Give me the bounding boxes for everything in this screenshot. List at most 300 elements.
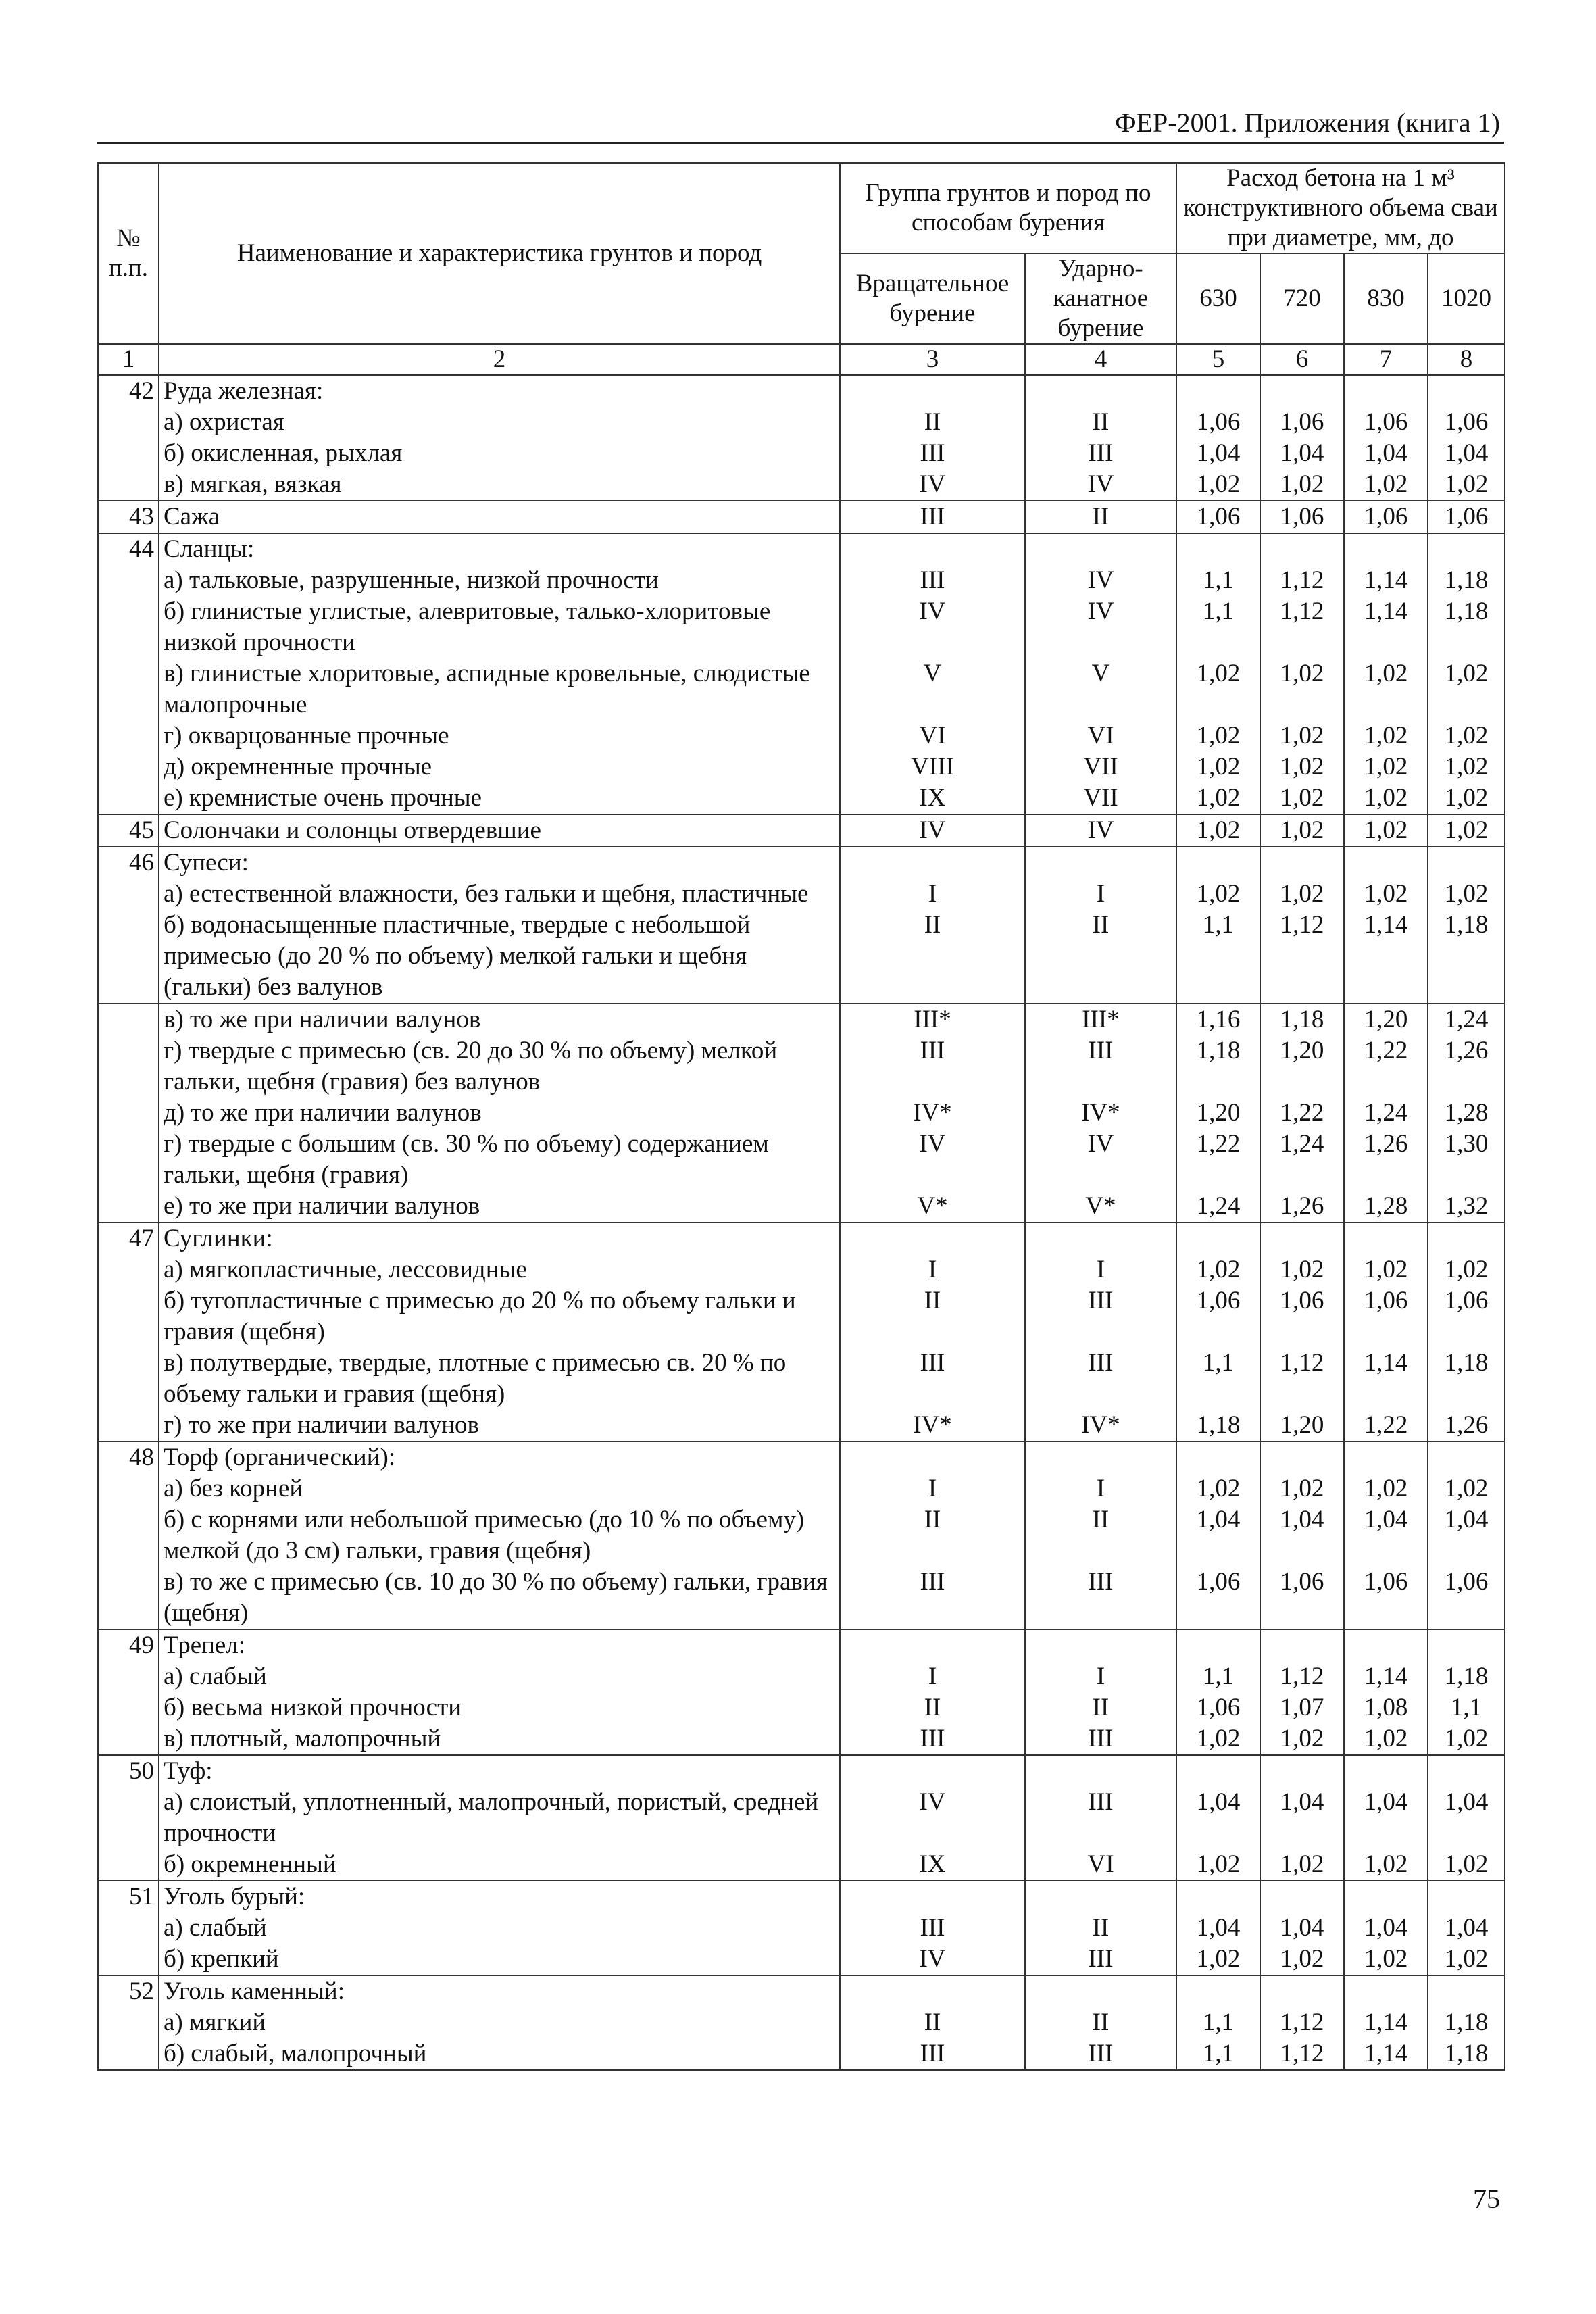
row-group-percussion: I: [1025, 1254, 1176, 1285]
row-value-1020: 1,18: [1428, 2038, 1505, 2070]
row-value-830: 1,14: [1344, 565, 1428, 596]
row-value-630: 1,04: [1176, 1504, 1260, 1567]
row-number: 47: [98, 1223, 159, 1254]
table-row: [98, 752, 1505, 783]
row-group-percussion: III: [1025, 2038, 1176, 2070]
row-value-1020: [1428, 1629, 1505, 1661]
row-value-1020: 1,32: [1428, 1191, 1505, 1223]
table-row: [98, 1975, 1505, 2007]
row-name: г) окварцованные прочные: [159, 720, 840, 752]
table-row: [98, 375, 1505, 407]
row-name: а) мягкий: [159, 2007, 840, 2038]
row-value-830: 1,04: [1344, 1787, 1428, 1849]
col-header-consumption: Расход бетона на 1 м³ конструктивного объема сваи при диаметре, мм, до: [1176, 163, 1505, 253]
row-group-rotary: III: [840, 438, 1025, 469]
row-group-rotary: [840, 1442, 1025, 1473]
row-value-720: 1,20: [1260, 1035, 1344, 1098]
row-value-630: 1,02: [1176, 469, 1260, 501]
row-value-1020: 1,02: [1428, 720, 1505, 752]
row-group-percussion: III: [1025, 1723, 1176, 1755]
row-value-630: 1,06: [1176, 1285, 1260, 1348]
row-value-1020: 1,26: [1428, 1410, 1505, 1442]
row-group-percussion: [1025, 1442, 1176, 1473]
row-value-1020: [1428, 375, 1505, 407]
row-name: в) то же с примесью (св. 10 до 30 % по объему) гальки, гравия (щебня): [159, 1567, 840, 1629]
row-value-1020: 1,04: [1428, 438, 1505, 469]
row-group-rotary: I: [840, 1254, 1025, 1285]
row-value-720: 1,02: [1260, 783, 1344, 814]
row-value-630: 1,06: [1176, 1567, 1260, 1629]
row-group-percussion: III: [1025, 1944, 1176, 1975]
row-name: в) мягкая, вязкая: [159, 469, 840, 501]
row-group-rotary: [840, 375, 1025, 407]
row-value-1020: 1,1: [1428, 1692, 1505, 1723]
row-group-rotary: III: [840, 501, 1025, 533]
row-number: [98, 1913, 159, 1944]
row-group-rotary: V: [840, 658, 1025, 720]
row-value-1020: 1,02: [1428, 1944, 1505, 1975]
row-value-830: [1344, 1881, 1428, 1913]
row-group-rotary: VI: [840, 720, 1025, 752]
row-value-720: 1,02: [1260, 720, 1344, 752]
table-row: [98, 501, 1505, 533]
row-group-percussion: III*: [1025, 1004, 1176, 1035]
row-number: [98, 879, 159, 910]
row-value-720: 1,02: [1260, 1723, 1344, 1755]
row-value-830: 1,04: [1344, 1913, 1428, 1944]
row-group-percussion: V*: [1025, 1191, 1176, 1223]
row-value-1020: 1,30: [1428, 1129, 1505, 1191]
row-value-1020: 1,18: [1428, 1661, 1505, 1692]
table-row: [98, 1098, 1505, 1129]
row-value-630: 1,02: [1176, 720, 1260, 752]
table-row: [98, 720, 1505, 752]
row-group-percussion: VI: [1025, 1849, 1176, 1881]
row-group-percussion: [1025, 1881, 1176, 1913]
row-value-1020: 1,28: [1428, 1098, 1505, 1129]
table-row: [98, 1944, 1505, 1975]
column-number: 6: [1260, 344, 1344, 375]
row-name: Торф (органический):: [159, 1442, 840, 1473]
row-group-percussion: II: [1025, 501, 1176, 533]
row-value-630: 1,16: [1176, 1004, 1260, 1035]
row-value-720: [1260, 375, 1344, 407]
row-name: в) полутвердые, твердые, плотные с примесью св. 20 % по объему гальки и гравия (щебня): [159, 1348, 840, 1410]
row-name: е) кремнистые очень прочные: [159, 783, 840, 814]
row-group-rotary: II: [840, 2007, 1025, 2038]
row-value-830: 1,06: [1344, 1567, 1428, 1629]
row-value-630: 1,1: [1176, 2007, 1260, 2038]
row-value-720: [1260, 847, 1344, 879]
row-group-percussion: [1025, 1975, 1176, 2007]
row-group-percussion: III: [1025, 438, 1176, 469]
row-group-rotary: IV*: [840, 1098, 1025, 1129]
row-group-percussion: IV: [1025, 814, 1176, 847]
row-name: Трепел:: [159, 1629, 840, 1661]
row-value-1020: 1,04: [1428, 1913, 1505, 1944]
row-value-830: 1,02: [1344, 1849, 1428, 1881]
table-row: [98, 469, 1505, 501]
row-number: [98, 565, 159, 596]
row-value-830: 1,02: [1344, 1473, 1428, 1504]
row-number: 49: [98, 1629, 159, 1661]
row-value-720: 1,02: [1260, 752, 1344, 783]
table-row: [98, 565, 1505, 596]
row-number: [98, 910, 159, 1004]
row-number: 42: [98, 375, 159, 407]
row-group-rotary: IV*: [840, 1410, 1025, 1442]
row-value-830: [1344, 1223, 1428, 1254]
row-value-720: 1,18: [1260, 1004, 1344, 1035]
row-value-830: 1,22: [1344, 1410, 1428, 1442]
row-number: 48: [98, 1442, 159, 1473]
row-value-1020: 1,06: [1428, 1567, 1505, 1629]
row-number: [98, 1004, 159, 1035]
page-number: 75: [1473, 2184, 1500, 2214]
row-group-percussion: IV*: [1025, 1410, 1176, 1442]
row-name: в) плотный, малопрочный: [159, 1723, 840, 1755]
row-name: б) слабый, малопрочный: [159, 2038, 840, 2070]
row-group-percussion: II: [1025, 910, 1176, 1004]
row-group-rotary: II: [840, 1692, 1025, 1723]
row-value-630: 1,02: [1176, 1473, 1260, 1504]
row-value-830: 1,06: [1344, 407, 1428, 438]
row-value-1020: [1428, 1755, 1505, 1787]
row-value-720: 1,02: [1260, 814, 1344, 847]
col-header-percussion: Ударно-канатное бурение: [1025, 253, 1176, 344]
row-value-1020: 1,24: [1428, 1004, 1505, 1035]
row-value-720: 1,06: [1260, 1285, 1344, 1348]
row-group-percussion: V: [1025, 658, 1176, 720]
row-group-percussion: [1025, 375, 1176, 407]
row-number: 46: [98, 847, 159, 879]
table-row: [98, 910, 1505, 1004]
row-group-rotary: III: [840, 1567, 1025, 1629]
row-group-percussion: II: [1025, 1504, 1176, 1567]
row-name: б) глинистые углистые, алевритовые, талько-хлоритовые низкой прочности: [159, 596, 840, 658]
row-number: [98, 752, 159, 783]
row-value-630: 1,02: [1176, 752, 1260, 783]
row-group-percussion: IV*: [1025, 1098, 1176, 1129]
col-header-rotary: Вращательное бурение: [840, 253, 1025, 344]
row-value-630: 1,1: [1176, 596, 1260, 658]
row-value-720: 1,06: [1260, 407, 1344, 438]
table-row: [98, 1787, 1505, 1849]
table-row: [98, 1348, 1505, 1410]
row-group-rotary: IV: [840, 596, 1025, 658]
row-value-830: 1,02: [1344, 1723, 1428, 1755]
row-group-rotary: IV: [840, 469, 1025, 501]
row-group-percussion: III: [1025, 1285, 1176, 1348]
row-group-rotary: I: [840, 1661, 1025, 1692]
row-group-rotary: IV: [840, 1787, 1025, 1849]
row-group-rotary: [840, 847, 1025, 879]
row-value-830: [1344, 847, 1428, 879]
col-header-no: № п.п.: [98, 163, 159, 344]
table-row: [98, 533, 1505, 565]
row-value-830: 1,26: [1344, 1129, 1428, 1191]
table-row: [98, 1723, 1505, 1755]
page-header-title: ФЕР-2001. Приложения (книга 1): [1115, 107, 1500, 138]
row-name: а) мягкопластичные, лессовидные: [159, 1254, 840, 1285]
row-value-830: 1,08: [1344, 1692, 1428, 1723]
column-number: 2: [159, 344, 840, 375]
row-group-percussion: IV: [1025, 596, 1176, 658]
row-value-830: 1,04: [1344, 1504, 1428, 1567]
row-value-720: 1,02: [1260, 1944, 1344, 1975]
row-name: Уголь бурый:: [159, 1881, 840, 1913]
row-number: [98, 720, 159, 752]
row-group-percussion: [1025, 847, 1176, 879]
row-value-630: 1,04: [1176, 1787, 1260, 1849]
table-row: [98, 1004, 1505, 1035]
row-value-1020: 1,18: [1428, 910, 1505, 1004]
col-header-d1020: 1020: [1428, 253, 1505, 344]
row-value-720: 1,06: [1260, 501, 1344, 533]
row-value-1020: 1,18: [1428, 596, 1505, 658]
row-name: б) водонасыщенные пластичные, твердые с небольшой примесью (до 20 % по объему) мелкой гальки и щебня (гальки) без валунов: [159, 910, 840, 1004]
row-value-1020: 1,18: [1428, 2007, 1505, 2038]
table-row: [98, 658, 1505, 720]
row-name: в) глинистые хлоритовые, аспидные кровельные, слюдистые малопрочные: [159, 658, 840, 720]
table-row: [98, 1285, 1505, 1348]
row-value-830: 1,28: [1344, 1191, 1428, 1223]
row-group-rotary: IV: [840, 814, 1025, 847]
row-group-rotary: III: [840, 1913, 1025, 1944]
table-row: [98, 1442, 1505, 1473]
table-row: [98, 438, 1505, 469]
row-value-630: [1176, 1881, 1260, 1913]
row-value-630: [1176, 847, 1260, 879]
row-name: б) тугопластичные с примесью до 20 % по объему гальки и гравия (щебня): [159, 1285, 840, 1348]
row-number: 43: [98, 501, 159, 533]
row-group-percussion: IV: [1025, 565, 1176, 596]
row-value-720: 1,04: [1260, 1504, 1344, 1567]
row-group-percussion: II: [1025, 1913, 1176, 1944]
row-value-630: 1,1: [1176, 1661, 1260, 1692]
row-number: [98, 1723, 159, 1755]
table-row: [98, 1849, 1505, 1881]
row-value-830: 1,06: [1344, 1285, 1428, 1348]
row-value-630: 1,02: [1176, 1944, 1260, 1975]
table-row: [98, 1223, 1505, 1254]
row-group-rotary: II: [840, 1504, 1025, 1567]
row-value-830: 1,02: [1344, 783, 1428, 814]
row-group-percussion: II: [1025, 1692, 1176, 1723]
row-number: [98, 1692, 159, 1723]
row-value-830: [1344, 1975, 1428, 2007]
row-group-percussion: [1025, 1629, 1176, 1661]
row-name: а) слабый: [159, 1661, 840, 1692]
row-value-630: 1,02: [1176, 1723, 1260, 1755]
row-value-720: [1260, 1755, 1344, 1787]
row-value-720: 1,02: [1260, 469, 1344, 501]
row-group-rotary: VIII: [840, 752, 1025, 783]
table-row: [98, 1913, 1505, 1944]
row-value-630: 1,24: [1176, 1191, 1260, 1223]
row-value-630: 1,02: [1176, 1254, 1260, 1285]
row-value-720: 1,12: [1260, 596, 1344, 658]
row-value-1020: [1428, 1442, 1505, 1473]
table-row: [98, 1629, 1505, 1661]
row-number: [98, 407, 159, 438]
row-name: Руда железная:: [159, 375, 840, 407]
row-group-rotary: IV: [840, 1129, 1025, 1191]
row-value-1020: 1,02: [1428, 783, 1505, 814]
row-value-830: 1,02: [1344, 1254, 1428, 1285]
row-value-830: 1,02: [1344, 720, 1428, 752]
row-value-720: 1,20: [1260, 1410, 1344, 1442]
row-value-830: 1,02: [1344, 879, 1428, 910]
row-value-830: 1,04: [1344, 438, 1428, 469]
table-row: [98, 407, 1505, 438]
row-value-830: 1,02: [1344, 1944, 1428, 1975]
table-row: [98, 2007, 1505, 2038]
column-number: 5: [1176, 344, 1260, 375]
row-value-720: 1,02: [1260, 1849, 1344, 1881]
row-value-830: [1344, 1755, 1428, 1787]
row-value-630: [1176, 1975, 1260, 2007]
row-value-1020: 1,02: [1428, 658, 1505, 720]
table-row: [98, 783, 1505, 814]
row-value-630: 1,02: [1176, 879, 1260, 910]
row-value-630: [1176, 1223, 1260, 1254]
row-group-rotary: I: [840, 879, 1025, 910]
row-value-630: 1,02: [1176, 783, 1260, 814]
row-group-percussion: III: [1025, 1348, 1176, 1410]
row-value-720: 1,12: [1260, 1661, 1344, 1692]
row-value-1020: 1,02: [1428, 469, 1505, 501]
column-number: 7: [1344, 344, 1428, 375]
row-value-830: 1,20: [1344, 1004, 1428, 1035]
row-group-rotary: III: [840, 565, 1025, 596]
row-name: г) твердые с большим (св. 30 % по объему) содержанием гальки, щебня (гравия): [159, 1129, 840, 1191]
column-number-row: [98, 344, 1505, 375]
table-row: [98, 1254, 1505, 1285]
row-group-percussion: [1025, 533, 1176, 565]
row-name: Сажа: [159, 501, 840, 533]
row-value-1020: 1,02: [1428, 1254, 1505, 1285]
row-name: Супеси:: [159, 847, 840, 879]
row-value-1020: [1428, 533, 1505, 565]
row-value-630: [1176, 1755, 1260, 1787]
row-name: а) естественной влажности, без гальки и щебня, пластичные: [159, 879, 840, 910]
row-group-rotary: III: [840, 2038, 1025, 2070]
row-number: 44: [98, 533, 159, 565]
row-value-720: 1,12: [1260, 565, 1344, 596]
row-number: [98, 1504, 159, 1567]
row-value-630: 1,18: [1176, 1410, 1260, 1442]
row-number: [98, 1254, 159, 1285]
row-value-630: 1,02: [1176, 814, 1260, 847]
row-group-rotary: II: [840, 407, 1025, 438]
row-value-630: 1,06: [1176, 1692, 1260, 1723]
row-value-720: 1,04: [1260, 1913, 1344, 1944]
table-row: [98, 1129, 1505, 1191]
row-number: [98, 1661, 159, 1692]
row-value-1020: 1,02: [1428, 752, 1505, 783]
row-name: а) слоистый, уплотненный, малопрочный, пористый, средней прочности: [159, 1787, 840, 1849]
soil-concrete-table: [97, 162, 1505, 2071]
row-value-720: [1260, 1629, 1344, 1661]
table-row: [98, 1473, 1505, 1504]
row-value-1020: 1,02: [1428, 1473, 1505, 1504]
row-value-1020: 1,02: [1428, 1723, 1505, 1755]
row-value-630: 1,06: [1176, 501, 1260, 533]
row-value-720: 1,12: [1260, 2007, 1344, 2038]
col-header-group: Группа грунтов и пород по способам бурения: [840, 163, 1176, 253]
row-group-percussion: VII: [1025, 783, 1176, 814]
row-name: г) то же при наличии валунов: [159, 1410, 840, 1442]
row-group-rotary: [840, 1881, 1025, 1913]
row-group-percussion: VII: [1025, 752, 1176, 783]
row-group-percussion: IV: [1025, 469, 1176, 501]
row-value-1020: 1,04: [1428, 1504, 1505, 1567]
row-value-1020: 1,04: [1428, 1787, 1505, 1849]
row-value-830: 1,14: [1344, 596, 1428, 658]
row-value-830: [1344, 1629, 1428, 1661]
row-group-rotary: IV: [840, 1944, 1025, 1975]
row-number: 50: [98, 1755, 159, 1787]
row-name: д) окремненные прочные: [159, 752, 840, 783]
table-body: [98, 375, 1505, 2070]
row-number: [98, 1567, 159, 1629]
col-header-name: Наименование и характеристика грунтов и пород: [159, 163, 840, 344]
row-name: д) то же при наличии валунов: [159, 1098, 840, 1129]
row-value-720: 1,12: [1260, 910, 1344, 1004]
row-value-630: 1,04: [1176, 1913, 1260, 1944]
row-group-percussion: I: [1025, 1473, 1176, 1504]
column-number: 3: [840, 344, 1025, 375]
row-name: а) слабый: [159, 1913, 840, 1944]
row-group-percussion: III: [1025, 1787, 1176, 1849]
table-row: [98, 1692, 1505, 1723]
row-name: б) окремненный: [159, 1849, 840, 1881]
row-value-720: [1260, 533, 1344, 565]
row-value-1020: 1,02: [1428, 1849, 1505, 1881]
row-group-rotary: [840, 1975, 1025, 2007]
row-name: б) с корнями или небольшой примесью (до 10 % по объему) мелкой (до 3 см) гальки, гравия (щебня): [159, 1504, 840, 1567]
row-value-630: 1,02: [1176, 1849, 1260, 1881]
row-value-1020: 1,02: [1428, 814, 1505, 847]
row-number: [98, 1944, 159, 1975]
row-value-720: [1260, 1881, 1344, 1913]
row-value-830: 1,22: [1344, 1035, 1428, 1098]
row-number: [98, 1129, 159, 1191]
row-value-630: 1,1: [1176, 565, 1260, 596]
col-header-d720: 720: [1260, 253, 1344, 344]
row-name: Уголь каменный:: [159, 1975, 840, 2007]
table-row: [98, 1881, 1505, 1913]
row-value-720: 1,26: [1260, 1191, 1344, 1223]
row-value-630: 1,04: [1176, 438, 1260, 469]
row-group-rotary: III: [840, 1035, 1025, 1098]
row-value-720: 1,04: [1260, 1787, 1344, 1849]
row-group-percussion: I: [1025, 879, 1176, 910]
row-value-830: 1,14: [1344, 1661, 1428, 1692]
row-value-720: [1260, 1975, 1344, 2007]
row-name: а) тальковые, разрушенные, низкой прочности: [159, 565, 840, 596]
table-row: [98, 2038, 1505, 2070]
row-group-rotary: V*: [840, 1191, 1025, 1223]
row-group-percussion: [1025, 1223, 1176, 1254]
row-number: 52: [98, 1975, 159, 2007]
row-number: [98, 658, 159, 720]
row-value-830: 1,02: [1344, 658, 1428, 720]
row-value-830: [1344, 1442, 1428, 1473]
row-value-720: [1260, 1442, 1344, 1473]
row-name: б) весьма низкой прочности: [159, 1692, 840, 1723]
